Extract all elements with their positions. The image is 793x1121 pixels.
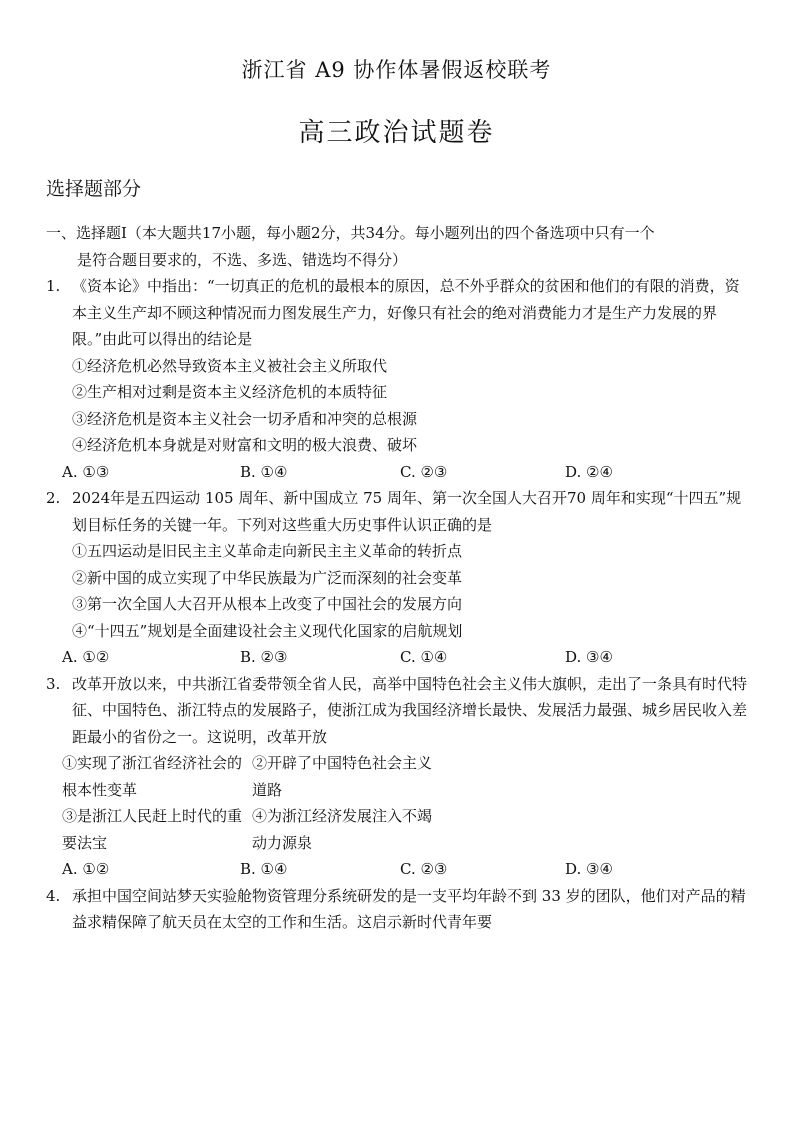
question-2 (46, 485, 748, 671)
statement-option: ①经济危机必然导致资本主义被社会主义所取代 (72, 356, 388, 375)
question-stem: 承担中国空间站梦天实验舱物资管理分系统研发的是一支平均年龄不到 33 岁的团队，他们对产品的精益求精保障了航天员在太空的工作和生活。这启示新时代青年要 (72, 886, 746, 931)
statement-option: ③第一次全国人大召开从根本上改变了中国社会的发展方向 (72, 595, 463, 613)
question-content (46, 220, 748, 936)
statement-option: ④经济危机本身就是对财富和文明的极大浪费、破坏 (72, 436, 418, 454)
answer-choice-c: C. ①④ (400, 648, 448, 666)
question-stem: 2024年是五四运动 105 周年、新中国成立 75 周年、第一次全国人大召开70 周年和实现“十四五”规划目标任务的关键一年。下列对这些重大历史事件认识正确的是 (72, 489, 742, 534)
answer-choice-b: B. ②③ (240, 648, 288, 666)
question-1 (46, 273, 748, 485)
statement-option: ④为浙江经济发展注入不竭动力源泉 (252, 807, 433, 852)
question-4 (46, 883, 748, 936)
instructions-line-2: 是符合题目要求的，不选、多选、错选均不得分） (77, 250, 408, 269)
answer-choice-a: A. ①② (62, 860, 110, 878)
answer-choices (46, 459, 748, 486)
answer-choices (46, 644, 748, 671)
section-instructions (46, 220, 748, 273)
answer-choice-b: B. ①④ (240, 860, 288, 878)
answer-choice-c: C. ②③ (400, 860, 448, 878)
question-stem: 《资本论》中指出：“一切真正的危机的最根本的原因，总不外乎群众的贫困和他们的有限的消费，资本主义生产却不顾这种情况而力图发展生产力，好像只有社会的绝对消费能力才是生产力发展的界限。”由此可以得出的结论是 (72, 277, 740, 348)
question-stem: 改革开放以来，中共浙江省委带领全省人民，高举中国特色社会主义伟大旗帜，走出了一条具有时代特征、中国特色、浙江特点的发展路子，使浙江成为我国经济增长最快、发展活力最强、城乡居民收入差距最小的省份之一。这说明，改革开放 (72, 674, 748, 746)
answer-choices (46, 856, 748, 883)
statement-option: ②开辟了中国特色社会主义道路 (252, 754, 433, 799)
question-number: 4. (46, 886, 61, 905)
statement-option: ②生产相对过剩是资本主义经济危机的本质特征 (72, 383, 388, 401)
exam-name: 浙江省 A9 协作体暑假返校联考 (241, 58, 552, 82)
statement-option: ②新中国的成立实现了中华民族最为广泛而深刻的社会变革 (72, 568, 463, 587)
answer-choice-d: D. ②④ (565, 462, 613, 481)
section-title: 选择题部分 (46, 178, 142, 200)
answer-choice-a: A. ①③ (62, 462, 110, 481)
answer-choice-c: C. ②③ (400, 462, 448, 481)
question-3 (46, 671, 748, 883)
question-number: 3. (46, 674, 61, 693)
statement-option: ①实现了浙江省经济社会的根本性变革 (62, 754, 243, 799)
statement-option: ③经济危机是资本主义社会一切矛盾和冲突的总根源 (72, 409, 418, 428)
answer-choice-d: D. ③④ (565, 860, 613, 878)
question-number: 1. (46, 277, 61, 295)
instructions-line-1: 一、选择题Ⅰ（本大题共17小题，每小题2分，共34分。每小题列出的四个备选项中只有一个 (46, 224, 655, 242)
question-number: 2. (46, 489, 61, 507)
answer-choice-a: A. ①② (62, 648, 110, 666)
statement-options-grid (46, 750, 748, 856)
paper-title: 高三政治试题卷 (298, 118, 495, 148)
statement-option: ③是浙江人民赶上时代的重要法宝 (62, 807, 243, 852)
answer-choice-d: D. ③④ (565, 648, 613, 666)
statement-option: ①五四运动是旧民主主义革命走向新民主主义革命的转折点 (72, 542, 463, 560)
answer-choice-b: B. ①④ (240, 462, 288, 481)
statement-option: ④“十四五”规划是全面建设社会主义现代化国家的启航规划 (72, 621, 463, 640)
